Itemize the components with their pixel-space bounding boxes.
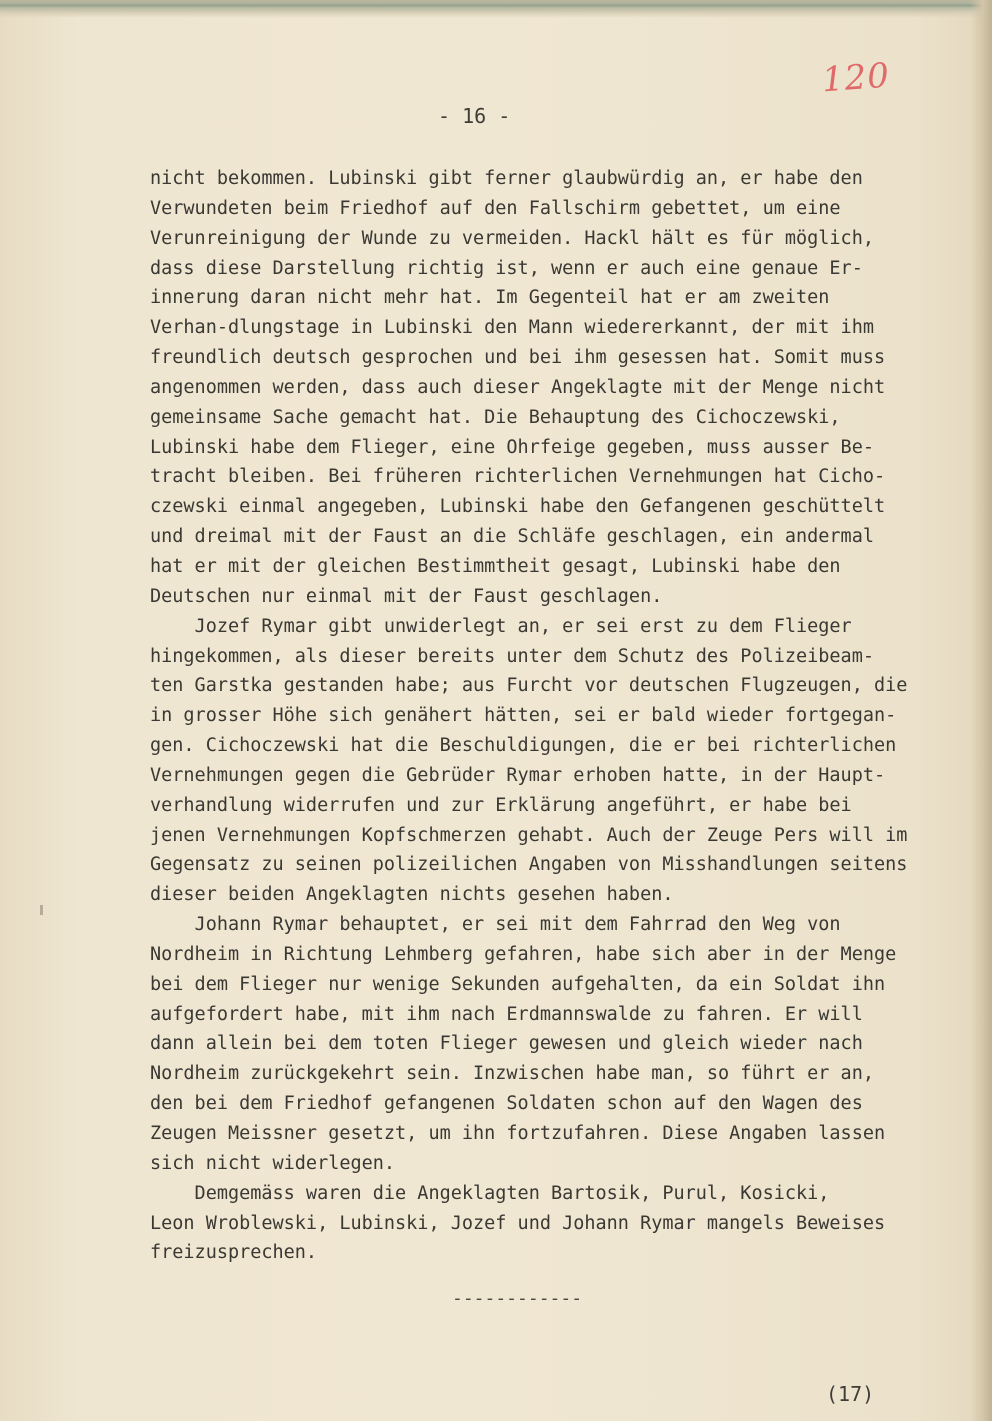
body-text xyxy=(150,164,980,1268)
text-line: tracht bleiben. Bei früheren richterlichen Vernehmungen hat Cicho- xyxy=(150,466,886,488)
text-line: bei dem Flieger nur wenige Sekunden aufgehalten, da ein Soldat ihn xyxy=(150,973,886,995)
text-line: sich nicht widerlegen. xyxy=(150,1152,396,1174)
text-line: Gegensatz zu seinen polizeilichen Angaben von Misshandlungen seitens xyxy=(150,854,908,876)
text-line: Zeugen Meissner gesetzt, um ihn fortzufahren. Diese Angaben lassen xyxy=(150,1123,886,1144)
text-line: hingekommen, als dieser bereits unter dem Schutz des Polizeibeam- xyxy=(150,645,874,667)
text-line: Demgemäss waren die Angeklagten Bartosik, Purul, Kosicki, xyxy=(150,1182,830,1204)
binding-line xyxy=(0,4,992,7)
text-line: Verunreinigung der Wunde zu vermeiden. Hackl hält es für möglich, xyxy=(150,227,874,249)
page-number: - 16 - xyxy=(438,104,511,128)
text-line: nicht bekommen. Lubinski gibt ferner glaubwürdig an, er habe den xyxy=(150,168,863,189)
text-line: aufgefordert habe, mit ihm nach Erdmannswalde zu fahren. Er will xyxy=(150,1003,863,1025)
text-line: Leon Wroblewski, Lubinski, Jozef und Johann Rymar mangels Beweises xyxy=(150,1212,886,1234)
page-count: (17) xyxy=(826,1382,875,1406)
text-line: Lubinski habe dem Flieger, eine Ohrfeige gegeben, muss ausser Be- xyxy=(150,436,874,458)
text-line: gen. Cichoczewski hat die Beschuldigungen, die er bei richterlichen xyxy=(150,735,897,757)
text-line: freizusprechen. xyxy=(150,1242,318,1264)
folio-number: 120 xyxy=(820,55,892,101)
margin-mark xyxy=(40,905,43,915)
text-line: freundlich deutsch gesprochen und bei ihm gesessen hat. Somit muss xyxy=(150,347,886,369)
text-line: Jozef Rymar gibt unwiderlegt an, er sei erst zu dem Flieger xyxy=(150,615,852,637)
text-line: den bei dem Friedhof gefangenen Soldaten schon auf den Wagen des xyxy=(150,1093,863,1115)
text-line: Vernehmungen gegen die Gebrüder Rymar erhoben hatte, in der Haupt- xyxy=(150,764,886,786)
text-line: czewski einmal angegeben, Lubinski habe den Gefangenen geschüttelt xyxy=(150,496,886,518)
text-line: Deutschen nur einmal mit der Faust geschlagen. xyxy=(150,585,663,607)
text-line: dieser beiden Angeklagten nichts gesehen haben. xyxy=(150,884,674,906)
text-line: angenommen werden, dass auch dieser Angeklagte mit der Menge nicht xyxy=(150,376,886,398)
text-line: gemeinsame Sache gemacht hat. Die Behauptung des Cichoczewski, xyxy=(150,406,841,428)
section-separator: ------------ xyxy=(452,1288,583,1309)
text-line: Nordheim in Richtung Lehmberg gefahren, habe sich aber in der Menge xyxy=(150,943,897,965)
text-line: dann allein bei dem toten Flieger gewesen und gleich wieder nach xyxy=(150,1033,863,1055)
text-line: dass diese Darstellung richtig ist, wenn er auch eine genaue Er- xyxy=(150,257,863,279)
text-line: Nordheim zurückgekehrt sein. Inzwischen habe man, so führt er an, xyxy=(150,1063,874,1085)
text-line: hat er mit der gleichen Bestimmtheit gesagt, Lubinski habe den xyxy=(150,555,841,577)
text-line: verhandlung widerrufen und zur Erklärung angeführt, er habe bei xyxy=(150,794,852,816)
text-line: Johann Rymar behauptet, er sei mit dem Fahrrad den Weg von xyxy=(150,914,841,936)
text-line: ten Garstka gestanden habe; aus Furcht vor deutschen Flugzeugen, die xyxy=(150,675,908,697)
text-line: Verwundeten beim Friedhof auf den Fallschirm gebettet, um eine xyxy=(150,197,841,219)
text-line: und dreimal mit der Faust an die Schläfe geschlagen, ein andermal xyxy=(150,526,874,548)
text-line: Verhan-dlungstage in Lubinski den Mann wiedererkannt, der mit ihm xyxy=(150,317,874,339)
text-line: innerung daran nicht mehr hat. Im Gegenteil hat er am zweiten xyxy=(150,287,830,309)
binding-edge xyxy=(0,0,992,18)
text-line: jenen Vernehmungen Kopfschmerzen gehabt. Auch der Zeuge Pers will im xyxy=(150,824,908,846)
text-line: in grosser Höhe sich genähert hätten, sei er bald wieder fortgegan- xyxy=(150,705,897,727)
